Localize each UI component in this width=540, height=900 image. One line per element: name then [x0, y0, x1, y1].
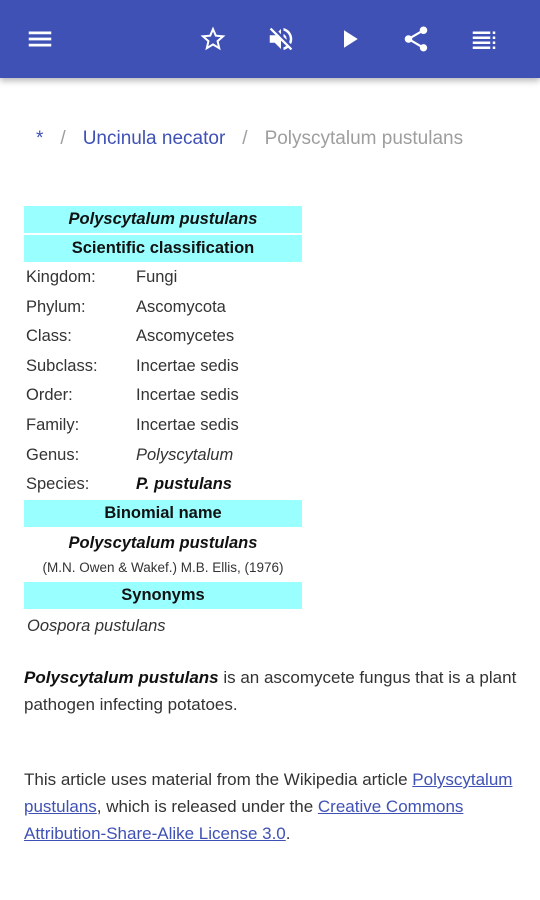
row-key: Family:: [26, 415, 80, 434]
breadcrumb-separator: /: [60, 128, 66, 149]
row-key: Subclass:: [26, 356, 98, 375]
taxobox-title: Polyscytalum pustulans: [24, 206, 302, 233]
synonym: Oospora pustulans: [27, 616, 166, 635]
classification-header: Scientific classification: [24, 235, 302, 262]
row-value: Ascomycetes: [136, 327, 235, 346]
menu-button[interactable]: [20, 19, 60, 59]
share-button[interactable]: [396, 19, 436, 59]
mute-button[interactable]: [261, 19, 301, 59]
hamburger-menu-icon: [25, 24, 55, 54]
taxobox-row-order: [24, 381, 302, 411]
breadcrumb: [36, 128, 463, 150]
taxobox-row-family: [24, 411, 302, 441]
attribution-prefix: This article uses material from the Wikipedia article: [24, 770, 413, 789]
row-value: P. pustulans: [136, 475, 232, 494]
license-link[interactable]: Creative Commons Attribution-Share-Alike License 3.0: [24, 797, 464, 843]
row-key: Phylum:: [26, 297, 86, 316]
lead-term: Polyscytalum pustulans: [24, 668, 219, 687]
table-of-contents-button[interactable]: [464, 19, 504, 59]
star-outline-icon: [198, 24, 228, 54]
binomial-header: Binomial name: [24, 500, 302, 527]
wikipedia-article-link[interactable]: Polyscytalum pustulans: [24, 770, 513, 816]
breadcrumb-separator: /: [242, 128, 248, 149]
row-value: Fungi: [136, 268, 178, 286]
attribution-middle: , which is released under the: [96, 797, 318, 816]
taxobox-row-genus: [24, 441, 302, 471]
row-key: Genus:: [26, 445, 80, 464]
row-key: Order:: [26, 386, 73, 405]
taxobox: [24, 206, 302, 639]
row-key: Kingdom:: [26, 268, 96, 286]
taxobox-row-kingdom: [24, 263, 302, 293]
play-button[interactable]: [329, 19, 369, 59]
app-bar: [0, 0, 540, 78]
row-key: Species:: [26, 475, 90, 494]
taxobox-row-phylum: [24, 293, 302, 323]
volume-off-icon: [266, 24, 296, 54]
bookmark-button[interactable]: [193, 19, 233, 59]
share-icon: [401, 24, 431, 54]
list-icon: [469, 24, 499, 54]
taxobox-row-class: [24, 322, 302, 352]
row-value: Incertae sedis: [136, 356, 239, 375]
row-value: Incertae sedis: [136, 386, 239, 405]
taxobox-row-species: [24, 470, 302, 500]
binomial-name: Polyscytalum pustulans: [68, 533, 258, 552]
taxobox-row-subclass: [24, 352, 302, 382]
row-value: Ascomycota: [136, 297, 226, 316]
play-icon: [334, 24, 364, 54]
breadcrumb-home-link[interactable]: *: [36, 128, 44, 149]
binomial-authority: (M.N. Owen & Wakef.) M.B. Ellis, (1976): [42, 559, 284, 575]
synonyms-header: Synonyms: [24, 582, 302, 609]
attribution-note: [24, 766, 524, 847]
row-value: Incertae sedis: [136, 415, 239, 434]
breadcrumb-parent-link[interactable]: Uncinula necator: [82, 128, 226, 149]
lead-text: is an ascomycete fungus that is a plant pathogen infecting potatoes.: [24, 668, 517, 714]
article-lead: [24, 664, 524, 718]
row-key: Class:: [26, 327, 72, 346]
row-value: Polyscytalum: [136, 445, 234, 464]
attribution-suffix: .: [285, 824, 291, 843]
breadcrumb-current: Polyscytalum pustulans: [264, 128, 464, 149]
